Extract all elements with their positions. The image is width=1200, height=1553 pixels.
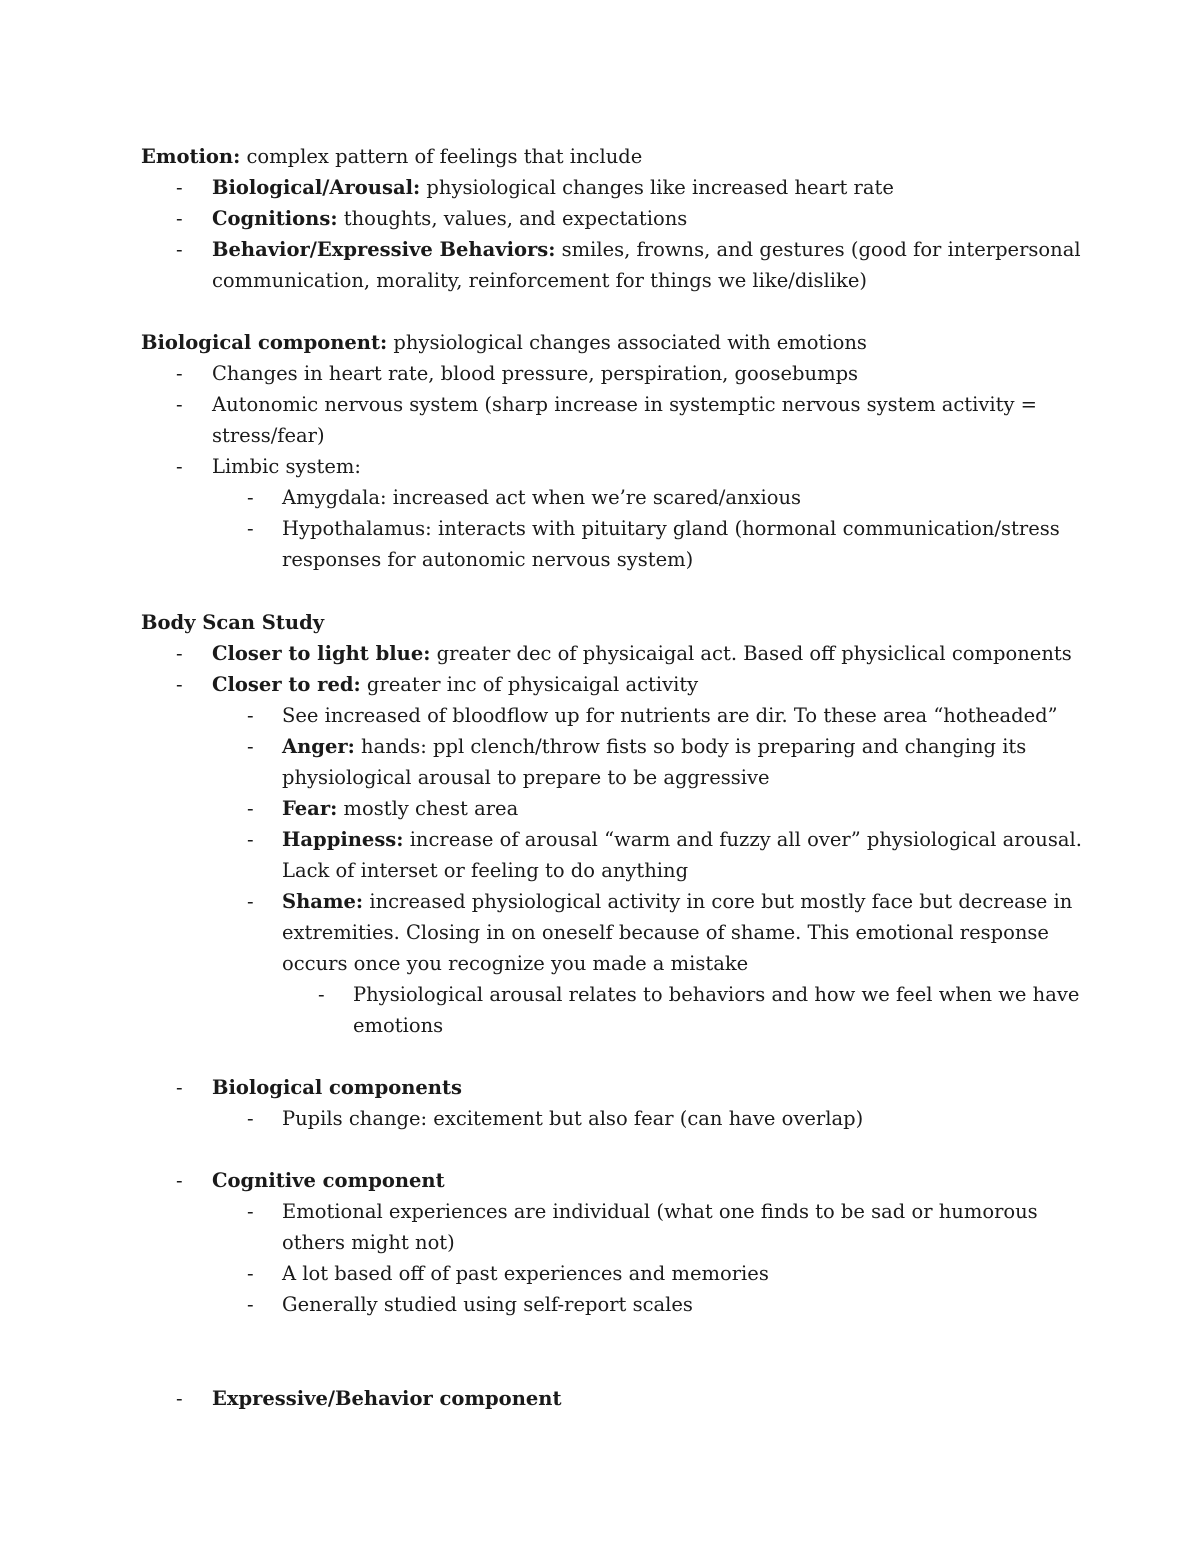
bullet-dash: -	[176, 1387, 183, 1410]
sub-sub-list-item: Physiological arousal relates to behaviors and how we feel when we have	[353, 983, 1080, 1006]
sub-list-item: Hypothalamus: interacts with pituitary gland (hormonal communication/stress	[282, 517, 1060, 540]
biological-heading	[141, 331, 867, 355]
bullet-dash: -	[247, 828, 254, 851]
item-text: physiological changes like increased heart rate	[426, 176, 894, 199]
item-text: increased physiological activity in core but mostly face but decrease in	[369, 890, 1073, 913]
item-continuation: others might not)	[282, 1231, 455, 1254]
bullet-dash: -	[247, 1107, 254, 1130]
item-continuation: stress/fear)	[212, 424, 325, 447]
bullet-dash: -	[176, 642, 183, 665]
item-continuation: communication, morality, reinforcement for things we like/dislike)	[212, 269, 867, 292]
bullet-dash: -	[176, 238, 183, 261]
item-term: Happiness:	[282, 828, 404, 851]
sub-list-item	[282, 735, 1026, 759]
sub-list-item	[282, 828, 1082, 852]
bullet-dash: -	[247, 797, 254, 820]
bullet-dash: -	[176, 455, 183, 478]
biological-term: Biological component:	[141, 331, 388, 354]
bullet-dash: -	[247, 1293, 254, 1316]
bullet-dash: -	[247, 890, 254, 913]
item-term: Fear:	[282, 797, 338, 820]
item-term: Cognitive component	[212, 1169, 445, 1192]
item-continuation: Lack of interset or feeling to do anything	[282, 859, 689, 882]
list-item: Limbic system:	[212, 455, 361, 478]
list-item	[212, 238, 1081, 262]
bullet-dash: -	[176, 673, 183, 696]
emotion-term: Emotion:	[141, 145, 241, 168]
bullet-dash: -	[247, 735, 254, 758]
bodyscan-title: Body Scan Study	[141, 611, 325, 634]
list-item	[212, 1169, 445, 1193]
item-term: Anger:	[282, 735, 355, 758]
item-text: smiles, frowns, and gestures (good for interpersonal	[561, 238, 1081, 261]
bullet-dash: -	[176, 176, 183, 199]
item-text: greater dec of physicaigal act. Based off physiclical components	[436, 642, 1072, 665]
item-term: Closer to light blue:	[212, 642, 431, 665]
sub-list-item: See increased of bloodflow up for nutrients are dir. To these area “hotheaded”	[282, 704, 1058, 727]
list-item	[212, 1387, 561, 1411]
bullet-dash: -	[176, 393, 183, 416]
item-text: mostly chest area	[343, 797, 519, 820]
bullet-dash: -	[247, 1262, 254, 1285]
bullet-dash: -	[318, 983, 325, 1006]
bullet-dash: -	[176, 1169, 183, 1192]
list-item	[212, 642, 1072, 666]
sub-list-item: A lot based off of past experiences and memories	[282, 1262, 769, 1285]
item-term: Expressive/Behavior component	[212, 1387, 562, 1410]
sub-list-item: Amygdala: increased act when we’re scared/anxious	[282, 486, 802, 509]
sub-list-item: Generally studied using self-report scales	[282, 1293, 693, 1316]
biological-definition: physiological changes associated with emotions	[393, 331, 867, 354]
list-item	[212, 673, 698, 697]
item-term: Biological/Arousal:	[212, 176, 421, 199]
item-continuation: occurs once you recognize you made a mistake	[282, 952, 749, 975]
item-continuation: responses for autonomic nervous system)	[282, 548, 694, 571]
item-term: Behavior/Expressive Behaviors:	[212, 238, 556, 261]
sub-list-item	[282, 797, 518, 821]
item-term: Biological components	[212, 1076, 462, 1099]
bullet-dash: -	[176, 207, 183, 230]
sub-list-item: Emotional experiences are individual (what one finds to be sad or humorous	[282, 1200, 1038, 1223]
bullet-dash: -	[176, 1076, 183, 1099]
item-text: hands: ppl clench/throw fists so body is preparing and changing its	[361, 735, 1027, 758]
item-term: Shame:	[282, 890, 364, 913]
item-text: greater inc of physicaigal activity	[366, 673, 699, 696]
item-term: Cognitions:	[212, 207, 338, 230]
list-item	[212, 176, 894, 200]
bullet-dash: -	[247, 486, 254, 509]
item-continuation: physiological arousal to prepare to be aggressive	[282, 766, 770, 789]
list-item	[212, 207, 687, 231]
item-text: increase of arousal “warm and fuzzy all over” physiological arousal.	[409, 828, 1082, 851]
bodyscan-heading	[141, 611, 324, 635]
list-item: Changes in heart rate, blood pressure, perspiration, goosebumps	[212, 362, 859, 385]
bullet-dash: -	[247, 704, 254, 727]
list-item	[212, 1076, 462, 1100]
sub-list-item: Pupils change: excitement but also fear (can have overlap)	[282, 1107, 864, 1130]
item-text: thoughts, values, and expectations	[343, 207, 688, 230]
list-item: Autonomic nervous system (sharp increase in systemptic nervous system activity =	[212, 393, 1038, 416]
emotion-heading	[141, 145, 642, 169]
sub-list-item	[282, 890, 1072, 914]
emotion-definition: complex pattern of feelings that include	[246, 145, 643, 168]
bullet-dash: -	[176, 362, 183, 385]
bullet-dash: -	[247, 1200, 254, 1223]
item-continuation: extremities. Closing in on oneself because of shame. This emotional response	[282, 921, 1049, 944]
bullet-dash: -	[247, 517, 254, 540]
item-continuation: emotions	[353, 1014, 444, 1037]
item-term: Closer to red:	[212, 673, 361, 696]
